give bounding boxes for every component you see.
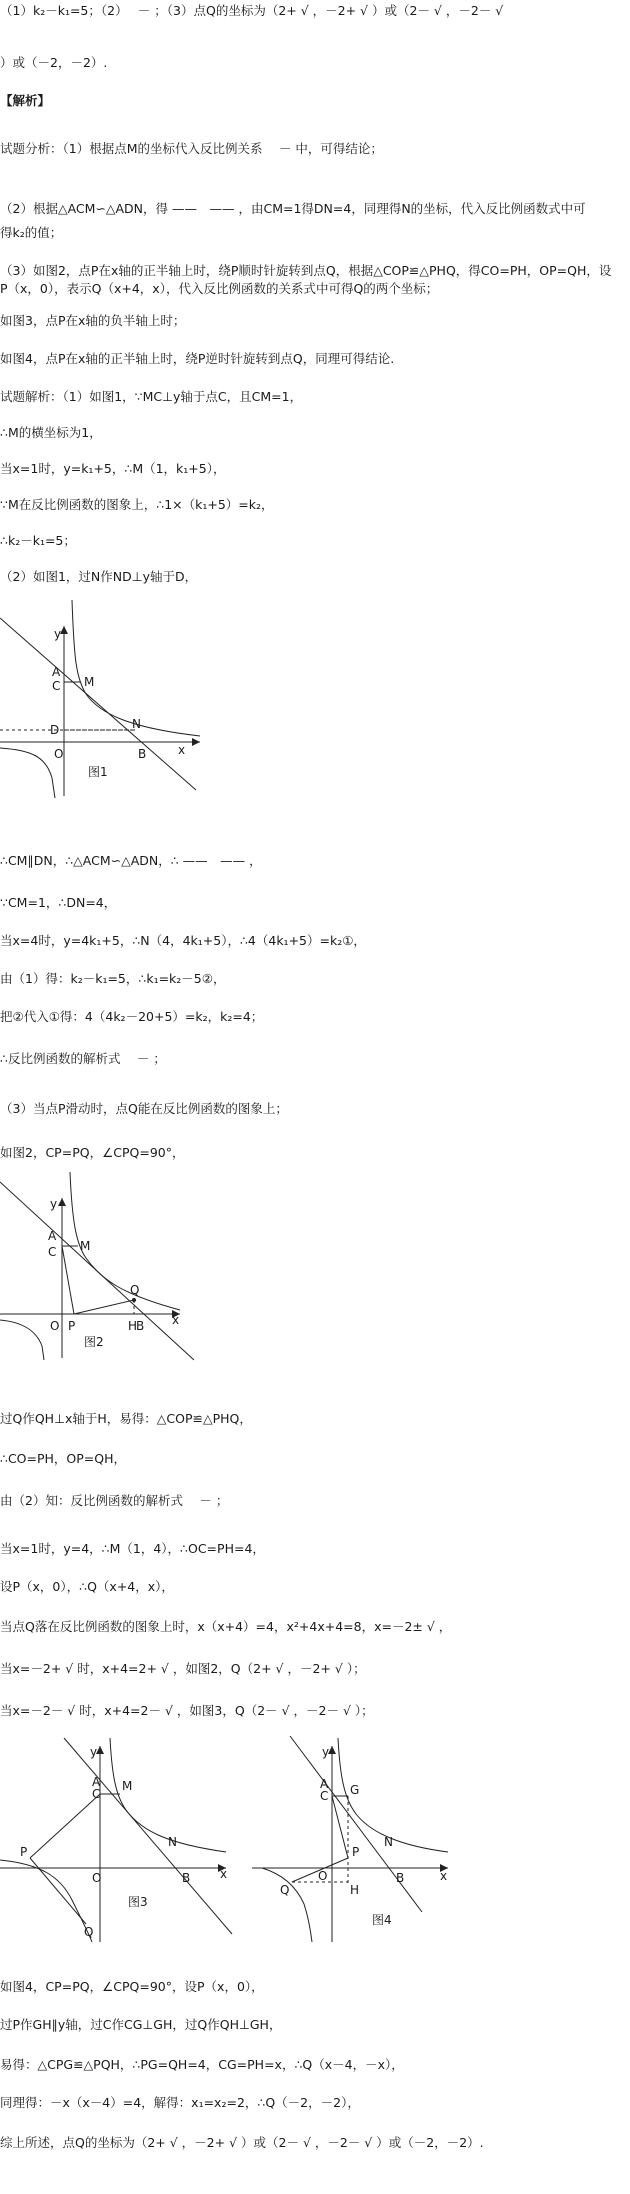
solution-part1: 试题解析：（1）如图1，∵MC⊥y轴于点C，且CM=1， [0,389,303,404]
solution-line: ∴CO=PH，OP=QH， [0,1451,127,1466]
fig1-caption: 图1 [88,765,108,779]
solution-line: 过Q作QH⊥x轴于H，易得：△COP≌△PHQ， [0,1411,252,1426]
fig2-label-P: P [68,1319,76,1333]
answer-line-1: （1）k₂－k₁=5；（2） － ；（3）点Q的坐标为（2+ √ ，－2+ √ ）或（2－ √ ，－2－ √ [0,3,504,18]
fig4-label-P: P [352,1845,360,1859]
fig3-label-B: B [182,1871,191,1885]
fig4-label-C: C [320,1789,329,1803]
fig3-label-A: A [92,1775,101,1789]
solution-line: 当x=－2+ √ 时，x+4=2+ √ ，如图2，Q（2+ √ ，－2+ √ ）； [0,1661,366,1676]
analysis-fig3: 如图3，点P在x轴的负半轴上时； [0,313,186,328]
analysis-part3-cont: P（x，0），表示Q（x+4，x），代入反比例函数的关系式中可得Q的两个坐标； [0,281,439,296]
solution-line: ∵CM=1，∴DN=4， [0,895,117,910]
fig3-caption: 图3 [128,1895,148,1909]
fig3-label-O: O [92,1871,102,1885]
analysis-fig4: 如图4，点P在x轴的正半轴上时，绕P逆时针旋转到点Q，同理可得结论. [0,351,395,366]
fig1-label-x: x [178,743,186,757]
fig4-label-Q: Q [280,1883,290,1897]
fig2-label-B: B [136,1319,145,1333]
figure-2 [0,1170,210,1360]
analysis-part3: （3）如图2，点P在x轴的正半轴上时，绕P顺时针旋转到点Q，根据△COP≌△PHQ，得CO=PH，OP=QH，设 [0,263,612,278]
solution-line: 由（2）知：反比例函数的解析式 － ； [0,1493,229,1508]
fig4-label-N: N [384,1835,393,1849]
solution-line: 过P作GH∥y轴，过C作CG⊥GH，过Q作QH⊥GH， [0,2017,282,2032]
fig3-label-y: y [90,1745,98,1759]
fig3-label-N: N [168,1835,177,1849]
fig2-label-A: A [48,1229,57,1243]
solution-part2: （2）如图1，过N作ND⊥y轴于D， [0,569,198,584]
figure-3 [0,1736,240,1946]
solution-line: ∴CM∥DN，∴△ACM∽△ADN，∴ —— —— ， [0,853,262,868]
fig4-label-O: O [318,1869,328,1883]
solution-line: 当x=4时，y=4k₁+5，∴N（4，4k₁+5），∴4（4k₁+5）=k₂①， [0,933,366,948]
solution-line: 同理得：－x（x－4）=4，解得：x₁=x₂=2，∴Q（－2，－2）， [0,2095,360,2110]
fig2-label-Q: Q [130,1283,140,1297]
fig1-label-B: B [138,747,147,761]
fig1-label-y: y [54,627,62,641]
fig2-label-O: O [50,1319,60,1333]
fig4-label-H: H [350,1883,360,1897]
solution-line: ∴反比例函数的解析式 － ； [0,1051,166,1066]
fig3-label-M: M [122,1779,133,1793]
solution-line: 把②代入①得：4（4k₂－20+5）=k₂，k₂=4； [0,1009,264,1024]
solution-line: 由（1）得：k₂－k₁=5，∴k₁=k₂－5②， [0,971,226,986]
solution-part3: （3）当点P滑动时，点Q能在反比例函数的图象上； [0,1101,288,1116]
solution-line: 易得：△CPG≌△PQH，∴PG=QH=4，CG=PH=x，∴Q（x－4，－x）， [0,2057,404,2072]
fig2-label-H: H [128,1319,138,1333]
analysis-part2-cont: 得k₂的值； [0,225,63,240]
fig1-label-C: C [52,679,61,693]
solution-line: 如图4，CP=PQ，∠CPQ=90°，设P（x，0）， [0,1979,264,1994]
fig2-label-y: y [50,1197,58,1211]
fig4-caption: 图4 [372,1913,392,1927]
fig2-caption: 图2 [84,1335,104,1349]
solution-line: ∵M在反比例函数的图象上，∴1×（k₁+5）=k₂， [0,497,274,512]
analysis-part2: （2）根据△ACM∽△ADN，得 —— —— ，由CM=1得DN=4，同理得N的坐标，代入反比例函数式中可 [0,201,586,216]
analysis-heading: 【解析】 [0,93,51,108]
solution-line: ∴k₂－k₁=5； [0,533,76,548]
figure-4 [252,1736,452,1946]
fig2-label-C: C [48,1245,57,1259]
solution-line: 如图2，CP=PQ，∠CPQ=90°， [0,1145,185,1160]
fig4-label-x: x [440,1869,448,1883]
fig1-label-A: A [52,665,61,679]
solution-line: 当x=1时，y=k₁+5，∴M（1，k₁+5）， [0,461,226,476]
fig3-label-P: P [20,1845,28,1859]
answer-line-2: ）或（－2，－2）. [0,55,108,70]
solution-conclusion: 综上所述，点Q的坐标为（2+ √ ，－2+ √ ）或（2－ √ ，－2－ √ ）或（－2，－2）. [0,2135,484,2150]
fig1-label-O: O [54,747,64,761]
fig4-label-G: G [350,1783,360,1797]
fig3-label-C: C [92,1787,101,1801]
fig1-label-M: M [84,675,95,689]
fig3-label-Q: Q [84,1925,94,1939]
fig1-label-D: D [50,723,60,737]
solution-line: ∴M的横坐标为1， [0,425,102,440]
fig2-label-x: x [172,1313,180,1327]
fig4-label-A: A [320,1777,329,1791]
solution-line: 设P（x，0），∴Q（x+4，x）， [0,1579,174,1594]
fig4-label-y: y [322,1745,330,1759]
solution-line: 当x=－2－ √ 时，x+4=2－ √ ，如图3，Q（2－ √ ，－2－ √ ）； [0,1703,374,1718]
fig2-label-M: M [80,1239,91,1253]
fig3-label-x: x [220,1867,228,1881]
solution-line: 当x=1时，y=4，∴M（1，4），∴OC=PH=4， [0,1541,265,1556]
analysis-part1: 试题分析：（1）根据点M的坐标代入反比例关系 － 中，可得结论； [0,141,383,156]
fig1-label-N: N [132,717,141,731]
fig4-label-B: B [396,1871,405,1885]
solution-line: 当点Q落在反比例函数的图象上时，x（x+4）=4，x²+4x+4=8，x=－2± √ ， [0,1619,452,1634]
figure-1 [0,598,210,798]
